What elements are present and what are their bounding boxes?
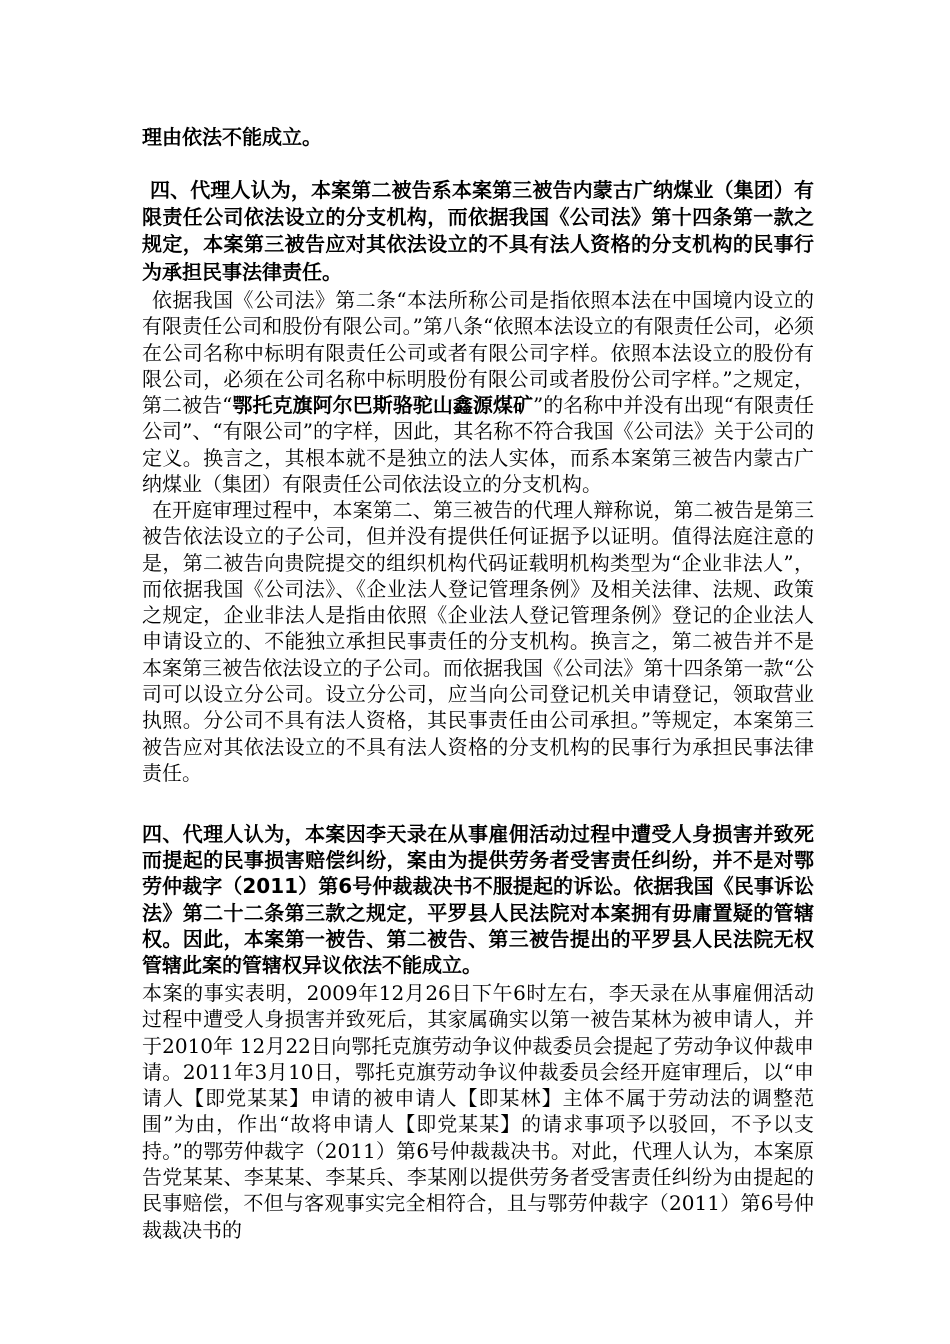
text-mine-name: 鄂托克旗阿尔巴斯骆驼山鑫源煤矿 [232, 393, 534, 418]
paragraph-court-hearing: 在开庭审理过程中，本案第二、第三被告的代理人辩称说，第二被告是第三被告依法设立的子公司，但并没有提供任何证据予以证明。值得法庭注意的是，第二被告向贵院提交的组织机构代码证载明机构类型为“企业非法人”，而依据我国《公司法》、《企业法人登记管理条例》及相关法律、法规、政策之规定，企业非法人是指由依照《企业法人登记管理条例》登记的企业法人申请设立的、不能独立承担民事责任的分支机构。换言之，第二被告并不是本案第三被告依法设立的子公司。而依据我国《公司法》第十四条第一款“公司可以设立分公司。设立分公司，应当向公司登记机关申请登记，领取营业执照。分公司不具有法人资格，其民事责任由公司承担。”等规定，本案第三被告应对其依法设立的不具有法人资格的分支机构的民事行为承担民事法律责任。 [142, 498, 814, 785]
text-company-law-after: ”的名称中并没有出现“有限责任公司”、“有限公司”的字样，因此，其名称不符合我国《公司法》关于公司的定义。换言之，其根本就不是独立的法人实体，而系本案第三被告内蒙古广纳煤业（集团）有限责任公司依法设立的分支机构。 [142, 393, 815, 497]
paragraph-conclusion-fragment: 理由依法不能成立。 [142, 125, 322, 149]
paragraph-case-facts: 本案的事实表明，2009年12月26日下午6时左右，李天录在从事雇佣活动过程中遭受人身损害并致死后，其家属确实以第一被告某林为被申请人，并于2010年 12月22日向鄂托克旗劳动争议仲裁委员会提起了劳动争议仲裁申请。2011年3月10日，鄂托克旗劳动争议仲裁委员会经开庭审理后，以“申请人【即党某某】申请的被申请人【即某林】主体不属于劳动法的调整范围”为由，作出“故将申请人【即党某某】的请求事项予以驳回，不予以支持。”的鄂劳仲裁字（2011）第6号仲裁裁决书。对此，代理人认为，本案原告党某某、李某某、李某兵、李某刚以提供劳务者受害责任纠纷为由提起的民事赔偿，不但与客观事实完全相符合，且与鄂劳仲裁字（2011）第6号仲裁裁决书的 [142, 981, 814, 1242]
paragraph-company-law-analysis [142, 287, 814, 497]
paragraph-heading-four-jurisdiction: 四、代理人认为，本案因李天录在从事雇佣活动过程中遭受人身损害并致死而提起的民事损害赔偿纠纷，案由为提供劳务者受害责任纠纷，并不是对鄂劳仲裁字（2011）第6号仲裁裁决书不服提起的诉讼。依据我国《民事诉讼法》第二十二条第三款之规定，平罗县人民法院对本案拥有毋庸置疑的管辖权。因此，本案第一被告、第二被告、第三被告提出的平罗县人民法院无权管辖此案的管辖权异议依法不能成立。 [142, 822, 814, 978]
paragraph-heading-four-branch: 四、代理人认为，本案第二被告系本案第三被告内蒙古广纳煤业（集团）有限责任公司依法设立的分支机构，而依据我国《公司法》第十四条第一款之规定，本案第三被告应对其依法设立的不具有法人资格的分支机构的民事行为承担民事法律责任。 [142, 178, 814, 284]
text-company-law-before: 依据我国《公司法》第二条“本法所称公司是指依照本法在中国境内设立的有限责任公司和股份有限公司。”第八条“依照本法设立的有限责任公司，必须在公司名称中标明有限责任公司或者有限公司字样。依照本法设立的股份有限公司，必须在公司名称中标明股份有限公司或者股份公司字样。”之规定，第二被告“ [142, 288, 814, 418]
